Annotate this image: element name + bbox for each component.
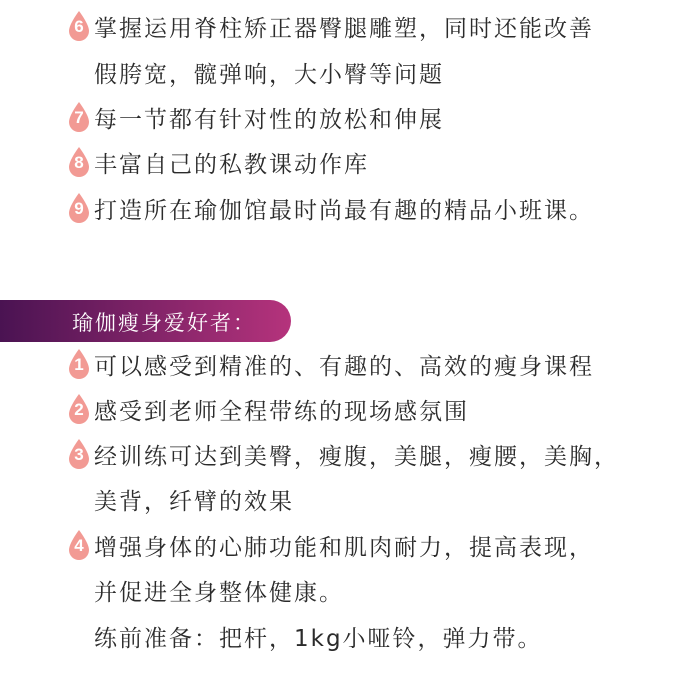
list-item: [0, 6, 594, 46]
list-item: [0, 344, 594, 384]
item-text: 增强身体的心肺功能和肌肉耐力，提高表现，: [94, 534, 594, 561]
prep-note-text: 练前准备：把杆，1kg小哑铃，弹力带。: [94, 625, 543, 652]
item-text: 掌握运用脊柱矫正器臀腿雕塑，同时还能改善: [94, 15, 594, 42]
item-text: 可以感受到精准的、有趣的、高效的瘦身课程: [94, 353, 594, 380]
section-title: 瑜伽瘦身爱好者：: [72, 311, 256, 335]
item-text: 美背，纤臂的效果: [94, 488, 294, 515]
list-item-continuation: [0, 52, 444, 92]
item-text: 经训练可达到美臀，瘦腹，美腿，瘦腰，美胸，: [94, 443, 619, 470]
list-item: [0, 188, 594, 228]
number-3-drop-icon: 3: [66, 441, 92, 467]
list-item-continuation: [0, 570, 344, 610]
list-item: [0, 97, 444, 137]
number-4-drop-icon: 4: [66, 532, 92, 558]
item-text: 丰富自己的私教课动作库: [94, 151, 369, 178]
list-item-continuation: [0, 479, 294, 519]
section-title-banner: [0, 300, 291, 342]
number-9-drop-icon: 9: [66, 195, 92, 221]
number-7-drop-icon: 7: [66, 104, 92, 130]
prep-note: [0, 616, 543, 656]
item-text: 每一节都有针对性的放松和伸展: [94, 106, 444, 133]
number-1-drop-icon: 1: [66, 351, 92, 377]
item-text: 打造所在瑜伽馆最时尚最有趣的精品小班课。: [94, 197, 594, 224]
item-text: 并促进全身整体健康。: [94, 579, 344, 606]
list-item: [0, 434, 619, 474]
number-6-drop-icon: 6: [66, 13, 92, 39]
item-text: 感受到老师全程带练的现场感氛围: [94, 398, 469, 425]
list-item: [0, 142, 369, 182]
list-item: [0, 389, 469, 429]
number-2-drop-icon: 2: [66, 396, 92, 422]
number-8-drop-icon: 8: [66, 149, 92, 175]
list-item: [0, 525, 594, 565]
item-text: 假胯宽，髋弹响，大小臀等问题: [94, 61, 444, 88]
